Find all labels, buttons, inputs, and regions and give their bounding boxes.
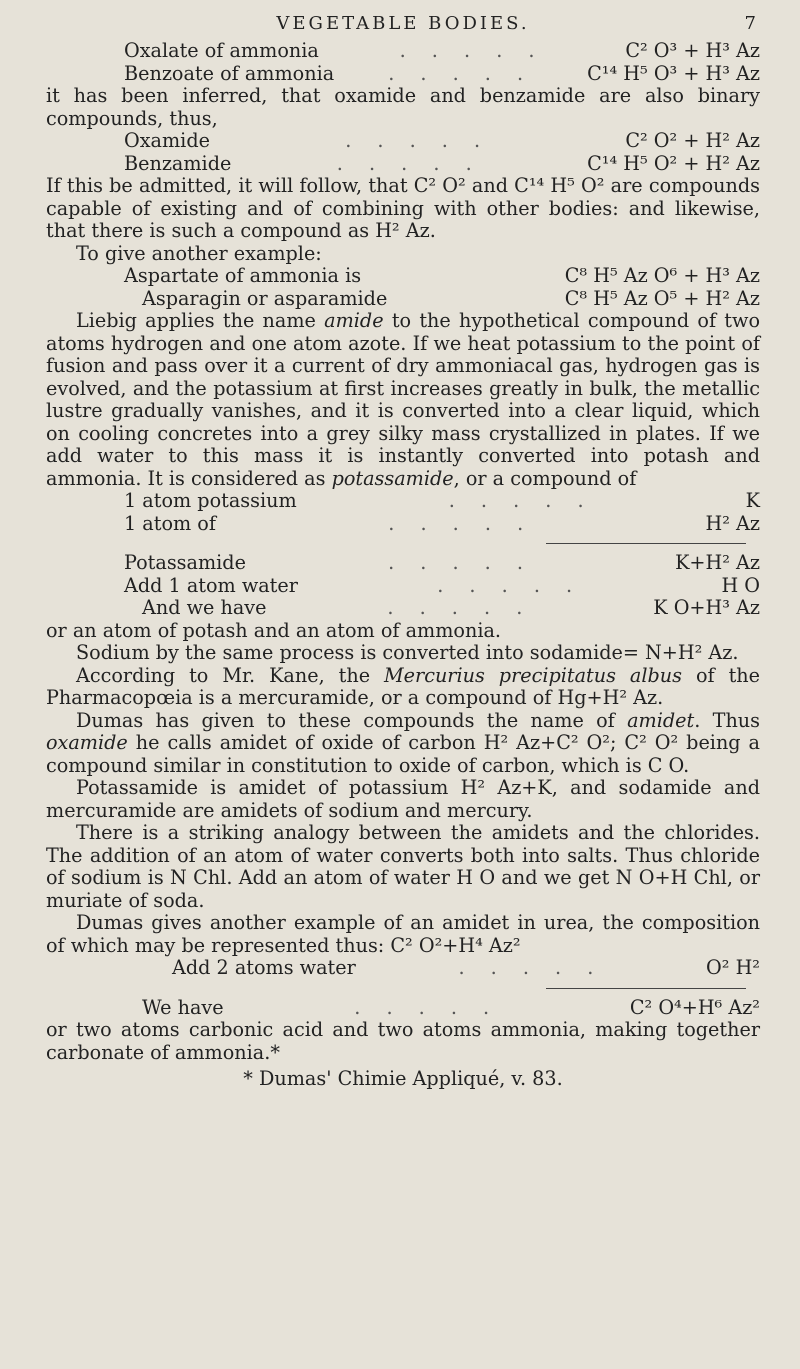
formula: C⁸ H⁵ Az O⁶ + H³ Az [564, 264, 760, 287]
page-number: 7 [744, 13, 756, 34]
formula-label: Add 1 atom water [124, 573, 298, 597]
running-header [46, 8, 760, 40]
formula: C¹⁴ H⁵ O³ + H³ Az [587, 61, 760, 85]
text-run: Liebig applies the name [76, 309, 325, 332]
paragraph: Dumas gives another example of an amidet in urea, the composition of which may be represented thus: C² O²+H⁴ Az² [46, 911, 760, 957]
formula: H² Az [705, 511, 760, 535]
formula-row [46, 513, 760, 536]
formula: K O+H³ Az [653, 596, 760, 619]
leader-dots: . . . . . [458, 957, 604, 979]
formula-label: 1 atom of [124, 511, 216, 535]
footnote: * Dumas' Chimie Appliqué, v. 83. [243, 1067, 563, 1090]
italic-term: Mercurius precipitatus albus [384, 663, 682, 687]
leader-dots: . . . . . [448, 490, 594, 512]
text-run: Dumas has given to these compounds the name of [76, 708, 628, 732]
formula-row [46, 552, 760, 575]
formula-row [46, 40, 760, 63]
text-run: to the hypothetical compound of two atoms hydrogen and one atom azote. If we heat potassium to the point of fusion and pass over it a current of dry ammoniacal gas, hydrogen gas is evolved, and the potassium at first increases greatly in bulk, the metallic lustre gradually vanishes, and it is converted into a clear liquid, which on cooling concretes into a grey silky mass crystallized in plates. If we add water to this mass it is instantly converted into potash and ammonia. It is considered as [46, 309, 760, 490]
italic-term: amidet [627, 708, 695, 732]
formula-row [46, 130, 760, 153]
leader-dots: . . . . . [336, 152, 482, 175]
paragraph: To give another example: [76, 241, 322, 265]
formula: C² O⁴+H⁶ Az² [629, 995, 760, 1019]
italic-term: oxamide [46, 731, 128, 754]
formula: C⁸ H⁵ Az O⁵ + H² Az [564, 286, 760, 310]
sum-rule [546, 988, 746, 989]
formula: C¹⁴ H⁵ O² + H² Az [587, 151, 760, 175]
leader-dots: . . . . . [437, 574, 583, 597]
paragraph: it has been inferred, that oxamide and benzamide are also binary compounds, thus, [46, 84, 760, 130]
leader-dots: . . . . . [388, 512, 534, 535]
paragraph: or an atom of potash and an atom of ammonia. [46, 618, 501, 642]
formula-label: Add 2 atoms water [172, 956, 356, 979]
text-run: , or a compound of [453, 466, 637, 490]
formula-row [46, 288, 760, 311]
formula-row [46, 575, 760, 598]
formula-row [46, 490, 760, 513]
formula-label: And we have [142, 596, 267, 619]
header-title: VEGETABLE BODIES. [276, 13, 530, 34]
paragraph: There is a striking analogy between the amidets and the chlorides. The addition of an atom of water converts both into salts. Thus chloride of sodium is N Chl. Add an atom of water H O and we get N O+H Chl, or muriate of soda. [46, 821, 760, 912]
leader-dots: . . . . . [388, 552, 533, 574]
formula-row [46, 265, 760, 288]
leader-dots: . . . . . [387, 597, 533, 619]
formula-label: Potassamide [124, 551, 246, 574]
formula-label: 1 atom potassium [124, 489, 297, 512]
formula-label: Oxamide [124, 129, 210, 152]
paragraph: Potassamide is amidet of potassium H² Az+K, and sodamide and mercuramide are amidets of sodium and mercury. [46, 776, 760, 822]
leader-dots: . . . . . [345, 130, 491, 152]
formula-row [46, 957, 760, 980]
paragraph [46, 665, 760, 710]
formula-label: Benzamide [124, 151, 232, 175]
formula: O² H² [706, 956, 760, 979]
text-run: he calls amidet of oxide of carbon H² Az+C² O²; C² O² being a compound similar in constitution to oxide of carbon, which is C O. [46, 731, 760, 777]
paragraph: Sodium by the same process is converted into sodamide= N+H² Az. [76, 641, 739, 664]
formula-row [46, 63, 760, 86]
formula: K+H² Az [675, 551, 760, 574]
formula: H O [721, 573, 760, 597]
formula-label: Aspartate of ammonia is [124, 264, 362, 287]
leader-dots: . . . . . [354, 996, 500, 1019]
formula: C² O³ + H³ Az [625, 39, 760, 62]
formula-label: Oxalate of ammonia [124, 39, 319, 62]
formula-label: Asparagin or asparamide [142, 286, 388, 310]
formula-label: We have [142, 995, 224, 1019]
italic-term: amide [324, 309, 384, 332]
formula: C² O² + H² Az [625, 129, 760, 152]
paragraph: If this be admitted, it will follow, that C² O² and C¹⁴ H⁵ O² are compounds capable of existing and of combining with other bodies: and likewise, that there is such a compound as H² Az. [46, 174, 760, 242]
text-run: . Thus [694, 708, 761, 732]
paragraph [46, 310, 760, 490]
formula-row [46, 997, 760, 1020]
leader-dots: . . . . . [388, 62, 534, 85]
sum-rule [546, 543, 746, 544]
italic-term: potassamide [331, 466, 454, 490]
formula-row [46, 597, 760, 620]
paragraph [46, 710, 760, 778]
formula: K [745, 489, 760, 512]
formula-row [46, 153, 760, 176]
paragraph: or two atoms carbonic acid and two atoms ammonia, making together carbonate of ammonia.* [46, 1018, 760, 1064]
text-run: of the Pharmacopœia is a mercuramide, or a compound of Hg+H² Az. [46, 663, 761, 709]
text-run: According to Mr. Kane, the [76, 663, 385, 687]
formula-label: Benzoate of ammonia [124, 61, 335, 85]
leader-dots: . . . . . [399, 40, 545, 62]
